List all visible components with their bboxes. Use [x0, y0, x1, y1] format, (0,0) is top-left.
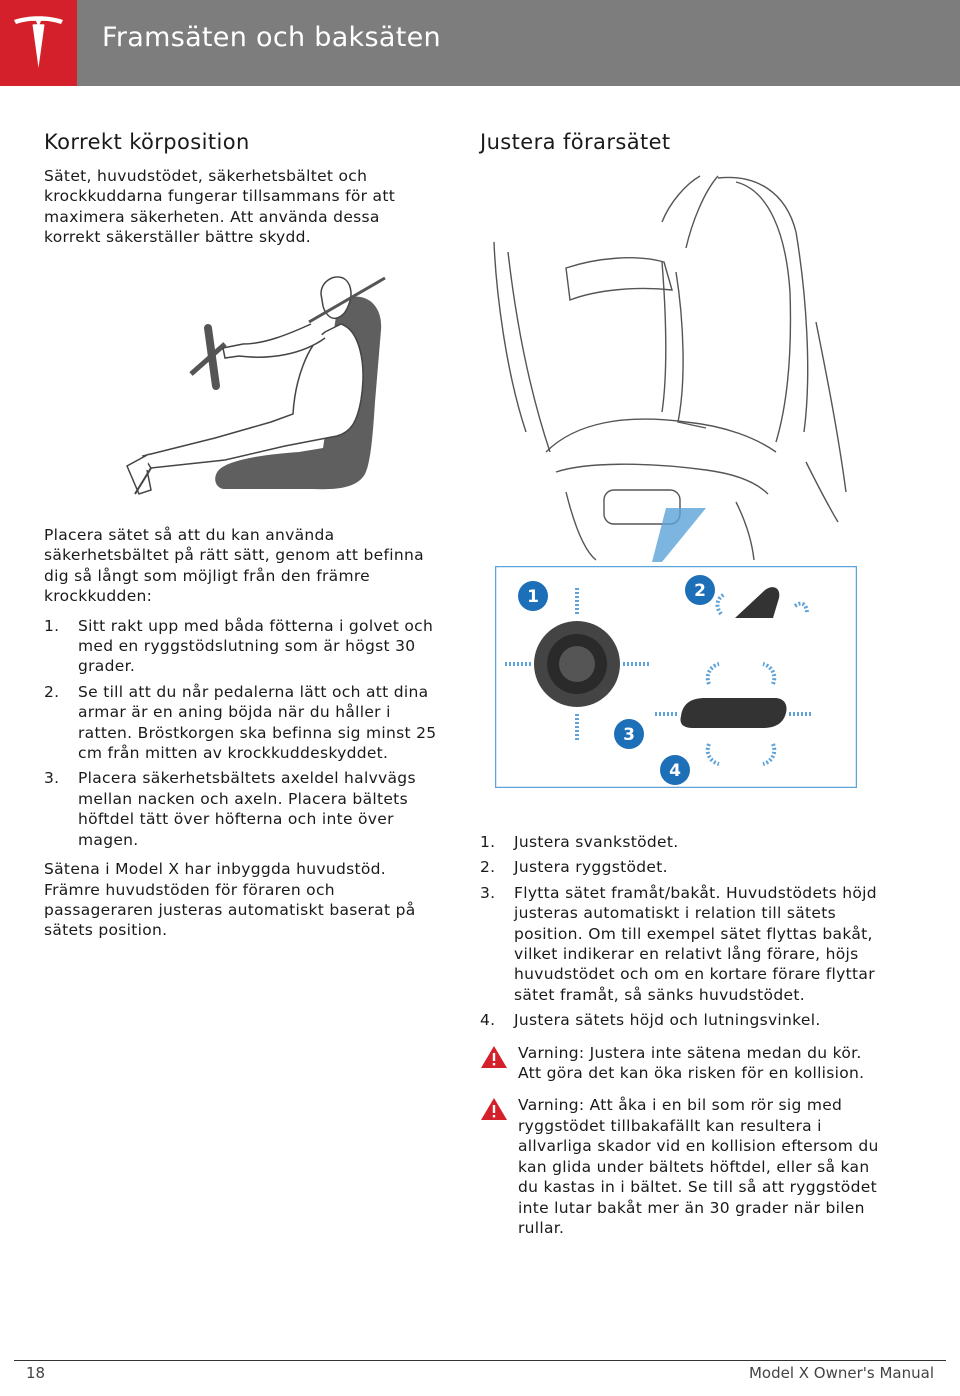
list-item: 3. Placera säkerhetsbältets axeldel halvvägs mellan nacken och axeln. Placera bältets höftdel tätt över höfterna och inte över magen.: [44, 769, 416, 849]
seat-illustration: [486, 172, 858, 562]
warning-block: [480, 1043, 880, 1084]
callout-2: 2: [694, 581, 706, 601]
callout-3: 3: [623, 725, 635, 745]
footer-divider: [14, 1360, 946, 1361]
list-item: 2. Justera ryggstödet.: [480, 858, 668, 877]
warning-triangle-icon: [480, 1097, 508, 1121]
section-driving-position: [44, 130, 438, 260]
driver-position-illustration: [75, 262, 395, 502]
adjust-steps-section: [480, 823, 880, 1238]
adjust-steps-list: [480, 832, 880, 1031]
callout-4: 4: [669, 761, 681, 781]
warning-triangle-icon: [480, 1045, 508, 1069]
list-item: 2. Se till att du når pedalerna lätt och att dina armar är en aning böjda när du håller i ratten. Bröstkorgen ska befinna sig minst 25 cm från mitten av krockkuddeskyddet.: [44, 682, 437, 763]
warning-text: Varning: Att åka i en bil som rör sig med ryggstödet tillbakafällt kan resultera i allvarliga skador vid en kollision eftersom du kan glida under bältets höftdel, eller så kan du kastas in i bältet. Se till så att ryggstödet inte lutar bakåt mer än 30 grader när bilen rullar.: [518, 1096, 879, 1237]
page-header: [0, 0, 960, 86]
page-title: Framsäten och baksäten: [102, 22, 441, 53]
placement-paragraph: Placera sätet så att du kan använda säkerhetsbältet på rätt sätt, genom att befinna dig så långt som möjligt från den främre krockkudden:: [44, 526, 424, 606]
page-number: 18: [26, 1364, 46, 1382]
callout-1: 1: [527, 587, 539, 607]
tesla-logo-icon: [12, 14, 65, 72]
list-item: 3. Flytta sätet framåt/bakåt. Huvudstödets höjd justeras automatiskt i relation till sätets position. Om till exempel sätet flyttas bakåt, vilket indikerar en relativt lång förare, höjs huvudstödet och om en kortare förare flyttar sätet framåt, så sänks huvudstödet.: [480, 883, 877, 1004]
section-heading: Justera förarsätet: [480, 130, 671, 154]
warning-text: Varning: Justera inte sätena medan du kör. Att göra det kan öka risken för en kollision.: [518, 1043, 865, 1083]
tesla-logo: [0, 0, 77, 86]
position-steps-list: [44, 616, 438, 850]
warning-block: [480, 1095, 880, 1238]
seat-controls-diagram: [495, 566, 857, 788]
section-adjust-seat: [480, 130, 880, 166]
placement-section: [44, 525, 438, 941]
list-item: 4. Justera sätets höjd och lutningsvinkel.: [480, 1011, 821, 1030]
list-item: 1. Justera svankstödet.: [480, 833, 679, 851]
intro-paragraph: Sätet, huvudstödet, säkerhetsbältet och krockkuddarna fungerar tillsammans för att maximera säkerheten. Att använda dessa korrekt säkerställer bättre skydd.: [44, 167, 396, 247]
headrest-paragraph: Sätena i Model X har inbyggda huvudstöd. Främre huvudstöden för föraren och passageraren justeras automatiskt baserat på sätets position.: [44, 860, 416, 940]
list-item: 1. Sitt rakt upp med båda fötterna i golvet och med en ryggstödslutning som är högst 30 grader.: [44, 616, 434, 676]
section-heading: Korrekt körposition: [44, 130, 250, 154]
manual-name: Model X Owner's Manual: [748, 1364, 934, 1382]
